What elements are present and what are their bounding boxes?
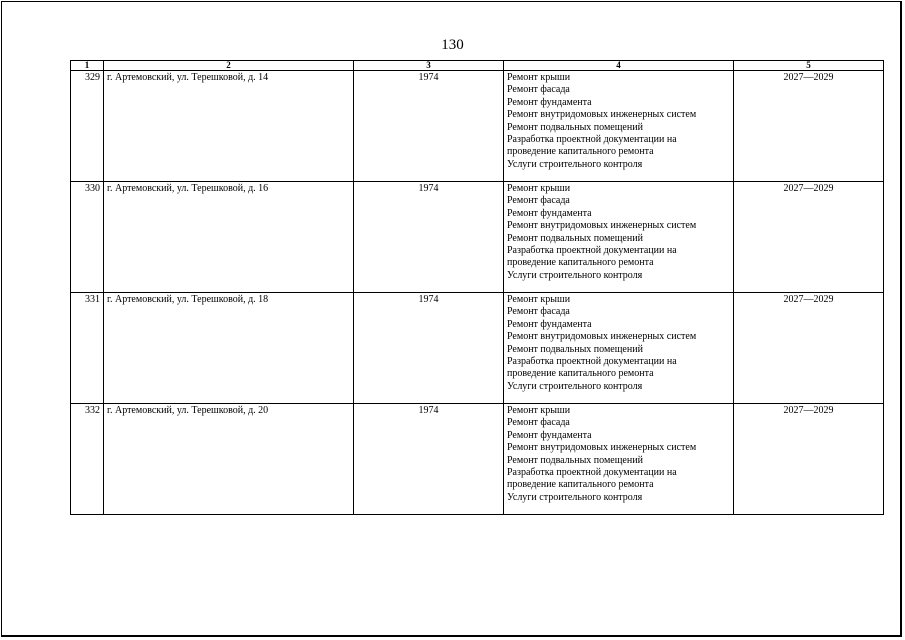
work-item: Ремонт внутридомовых инженерных систем <box>507 442 697 454</box>
table-row <box>71 293 884 404</box>
work-item: Ремонт подвальных помещений <box>507 232 643 244</box>
work-item: Ремонт внутридомовых инженерных систем <box>507 109 697 121</box>
work-item: Разработка проектной документации на <box>507 467 677 479</box>
row-number: 332 <box>71 404 104 515</box>
work-item: Разработка проектной документации на <box>507 245 677 257</box>
column-number-row <box>71 61 884 71</box>
work-item: проведение капитального ремонта <box>507 368 654 380</box>
building-address: г. Артемовский, ул. Терешковой, д. 16 <box>104 182 354 293</box>
work-item: Ремонт подвальных помещений <box>507 121 643 133</box>
commissioning-year: 1974 <box>354 182 504 293</box>
row-number: 329 <box>71 71 104 182</box>
building-address: г. Артемовский, ул. Терешковой, д. 14 <box>104 71 354 182</box>
repair-works-list <box>504 293 734 404</box>
work-item: проведение капитального ремонта <box>507 257 654 269</box>
work-item: Ремонт фундамента <box>507 429 592 441</box>
table-row <box>71 71 884 182</box>
building-address: г. Артемовский, ул. Терешковой, д. 18 <box>104 293 354 404</box>
work-item: Ремонт внутридомовых инженерных систем <box>507 331 697 343</box>
commissioning-year: 1974 <box>354 293 504 404</box>
work-item: Разработка проектной документации на <box>507 134 677 146</box>
work-item: Услуги строительного контроля <box>507 380 643 392</box>
work-item: Разработка проектной документации на <box>507 356 677 368</box>
building-address: г. Артемовский, ул. Терешковой, д. 20 <box>104 404 354 515</box>
row-number: 331 <box>71 293 104 404</box>
work-item: проведение капитального ремонта <box>507 146 654 158</box>
work-item: Ремонт фундамента <box>507 207 592 219</box>
repair-period: 2027—2029 <box>734 182 884 293</box>
work-item: Ремонт фасада <box>507 417 570 429</box>
table-row <box>71 182 884 293</box>
work-item: проведение капитального ремонта <box>507 479 654 491</box>
work-item: Ремонт крыши <box>507 183 571 194</box>
work-item: Ремонт подвальных помещений <box>507 343 643 355</box>
commissioning-year: 1974 <box>354 71 504 182</box>
work-item: Ремонт фундамента <box>507 96 592 108</box>
work-item: Услуги строительного контроля <box>507 269 643 281</box>
column-header-1: 1 <box>71 61 104 71</box>
column-header-2: 2 <box>104 61 354 71</box>
commissioning-year: 1974 <box>354 404 504 515</box>
repair-works-list <box>504 71 734 182</box>
work-item: Ремонт внутридомовых инженерных систем <box>507 220 697 232</box>
table-row <box>71 404 884 515</box>
work-item: Услуги строительного контроля <box>507 158 643 170</box>
work-item: Ремонт фундамента <box>507 318 592 330</box>
work-item: Услуги строительного контроля <box>507 491 643 503</box>
work-item: Ремонт фасада <box>507 306 570 318</box>
column-header-3: 3 <box>354 61 504 71</box>
work-item: Ремонт подвальных помещений <box>507 454 643 466</box>
repair-schedule-table <box>70 60 884 515</box>
column-header-5: 5 <box>734 61 884 71</box>
repair-period: 2027—2029 <box>734 404 884 515</box>
repair-works-list <box>504 182 734 293</box>
work-item: Ремонт фасада <box>507 84 570 96</box>
repair-period: 2027—2029 <box>734 71 884 182</box>
repair-works-list <box>504 404 734 515</box>
repair-period: 2027—2029 <box>734 293 884 404</box>
row-number: 330 <box>71 182 104 293</box>
column-header-4: 4 <box>504 61 734 71</box>
work-item: Ремонт крыши <box>507 405 571 416</box>
work-item: Ремонт крыши <box>507 72 571 83</box>
page-number: 130 <box>441 37 464 53</box>
work-item: Ремонт фасада <box>507 195 570 207</box>
work-item: Ремонт крыши <box>507 294 571 305</box>
